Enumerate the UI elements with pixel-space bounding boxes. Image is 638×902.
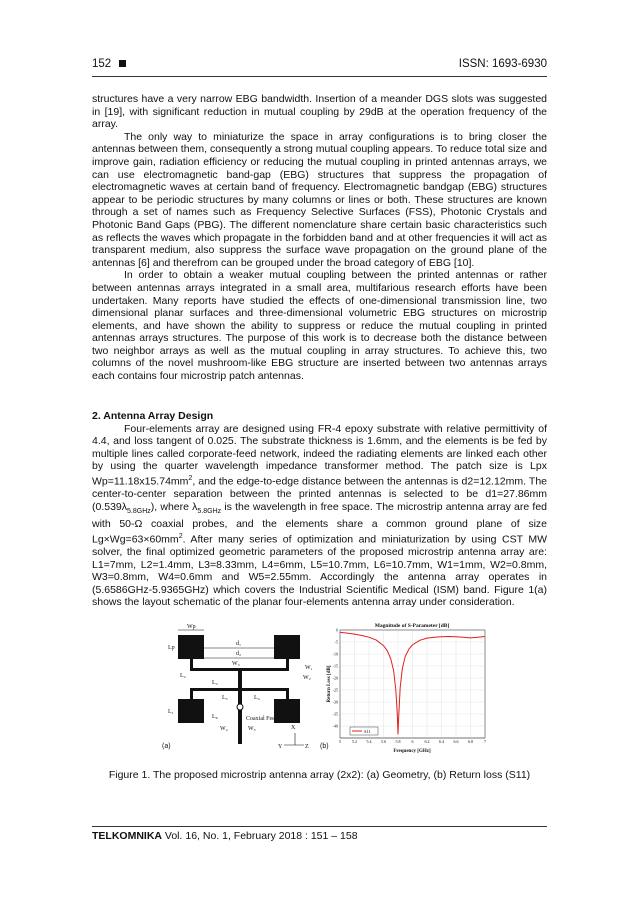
y-tick-label: -30 (332, 699, 338, 705)
y-tick-label: 0 (336, 627, 338, 633)
label-w4: W₄ (220, 726, 228, 732)
label-coax: Coaxial Feed (246, 716, 278, 722)
y-tick-label: -25 (332, 687, 338, 693)
x-tick-label: 6.6 (453, 739, 459, 744)
label-wp: Wp (187, 624, 196, 630)
issn: ISSN: 1693-6930 (458, 58, 547, 70)
journal-name: TELKOMNIKA (92, 830, 162, 842)
label-d1: d₁ (236, 641, 242, 647)
x-tick-label: 5.6 (381, 739, 386, 744)
square-bullet-icon (119, 60, 126, 67)
x-tick-label: 6 (411, 739, 414, 744)
x-tick-label: 5.2 (352, 739, 357, 744)
legend-label: S11 (364, 729, 371, 734)
body-text-top (92, 93, 547, 383)
x-tick-label: 6.8 (468, 739, 473, 744)
patch-bottom-right (274, 699, 300, 723)
section-title: 2. Antenna Array Design (92, 410, 214, 422)
y-tick-label: -15 (332, 663, 338, 669)
label-b: (b) (320, 743, 329, 750)
label-a: (a) (162, 743, 171, 750)
body-text-section2 (92, 410, 547, 609)
page-header (92, 58, 547, 77)
patch-top-right (274, 635, 300, 659)
patch-bottom-left (178, 699, 204, 723)
label-d2: d₂ (236, 651, 242, 657)
label-w5: W₅ (248, 726, 256, 732)
label-l1: L₁ (168, 709, 174, 715)
label-l6: L₆ (212, 714, 218, 720)
page-footer (92, 826, 547, 842)
label-y: Y (278, 744, 283, 750)
figure-caption: Figure 1. The proposed microstrip antenna array (2x2): (a) Geometry, (b) Return loss (S11) (108, 769, 531, 781)
paragraph-4: Four-elements array are designed using FR-4 epoxy substrate with relative permittivity of 4.4, and loss tangent of 0.025. The substrate thickness is 1.6mm, and the elements is be fed by multiple lines called corporate-feed network, indeed the radiating elements are linked each other by using the quarter wavelength impedance transformer method. The patch size is Lpx $Wp=11.18x15.74mm^2$, and the edge-to-edge distance between the antennas is d2=12.12mm. The center-to-center separation between the printed antennas is selected to be d1=27.86mm $(0.539\lambda_{5.8GHz})$, where $\lambda_{5.8GHz}$ is the wavelength in free space. The microstrip antenna array are fed with 50-Ω coaxial probes, and the elements share a common ground plane of size $Lg\times Wg=63\times 60mm^2$. After many series of optimization and miniaturization by using CST MW solver, the final optimized geometric parameters of the proposed microstrip antenna array are: L1=7mm, L2=1.4mm, L3=8.33mm, L4=6mm, L5=10.7mm, L6=10.7mm, W1=1mm, W2=0.8mm, W3=0.8mm, W4=0.6mm and W5=2.55mm. Accordingly the antenna array operates in (5.6586GHz-5.9365GHz) which covers the Industrial Scientific Medical (ISM) band. Figure 1(a) shows the layout schematic of the planar four-elements antenna array under consideration. (92, 422, 547, 609)
y-axis-label: Return Loss [dB] (327, 665, 332, 703)
x-tick-label: 5.4 (366, 739, 372, 744)
label-lp: Lp (168, 645, 175, 651)
x-axis-label: Frequency [GHz] (393, 749, 431, 753)
x-tick-label: 5 (339, 739, 341, 744)
label-w2: W₂ (303, 675, 311, 681)
label-x: X (291, 725, 296, 731)
figure-1 (160, 621, 490, 753)
label-l2: L₂ (180, 673, 186, 679)
label-l4: L₄ (254, 695, 260, 701)
page-number: 152 (92, 58, 112, 70)
antenna-geometry (162, 624, 316, 750)
label-w1: W₁ (305, 665, 313, 671)
y-tick-label: -20 (332, 675, 338, 681)
journal-citation: Vol. 16, No. 1, February 2018 : 151 – 158 (164, 830, 358, 842)
label-w3: W₃ (232, 661, 240, 667)
chart-title: Magnitude of S-Parameter [dB] (374, 623, 450, 629)
label-z: Z (305, 744, 309, 750)
x-tick-label: 6.2 (424, 739, 430, 744)
x-tick-label: 7 (484, 739, 486, 744)
y-tick-label: -35 (332, 711, 338, 717)
return-loss-chart (327, 623, 486, 753)
x-tick-label: 6.4 (439, 739, 444, 744)
label-l3: L₃ (212, 680, 218, 686)
x-tick-label: 5.8 (395, 739, 401, 744)
paragraph-1: structures have a very narrow EBG bandwidth. Insertion of a meander DGS slots was suggested in [19], with significant reduction in mutual coupling by 29dB at the operation frequency of the array. (92, 93, 547, 131)
paragraph-3: In order to obtain a weaker mutual coupling between the printed antennas or rather between antennas arrays integrated in a small area, multifarious research efforts have been undertaken. Many reports have studied the effects of one-dimensional transmission line, two dimensional planar surfaces and three-dimensional volumetric EBG structures on microstrip elements, and have shown the ability to suppress or reduce the mutual coupling in printed antennas arrays structures. The purpose of this work is to decrease both the distance between two neighbor arrays as well as the mutual coupling in array structures. To achieve this, two columns of the novel mushroom-like EBG structure are inserted between two antennas arrays each contains four microstrip patch antennas. (92, 269, 547, 383)
y-tick-label: -40 (332, 723, 338, 729)
paragraph-2: The only way to miniaturize the space in array configurations is to bring closer the antennas between them, consequently a strong mutual coupling appears. To reduce total size and improve gain, radiation efficiency or reducing the mutual coupling in printed antennas arrays, we can use electromagnetic band-gap (EBG) structures that suppress the propagation of electromagnetic waves at certain band of frequency. Electromagnetic bandgap (EBG) structures appear to be periodic structures by many columns or lines or both. These structures are known through a set of names such as Frequency Selective Surfaces (FSS), Photonic Crystals and Photonic Band Gaps (PBG). The different nomenclature share certain basic characteristics such as reflects the waves which propagate in the forbidden band and at other frequencies it will act as transparent medium, also suppress the surface wave propagation on the ground plane of the antennas [6] and therefrom can be grouped under the broad category of EBG [10]. (92, 130, 547, 269)
patch-top-left (178, 635, 204, 659)
y-tick-label: -5 (334, 639, 338, 645)
label-l5: L₅ (222, 695, 228, 701)
y-tick-label: -10 (332, 651, 338, 657)
